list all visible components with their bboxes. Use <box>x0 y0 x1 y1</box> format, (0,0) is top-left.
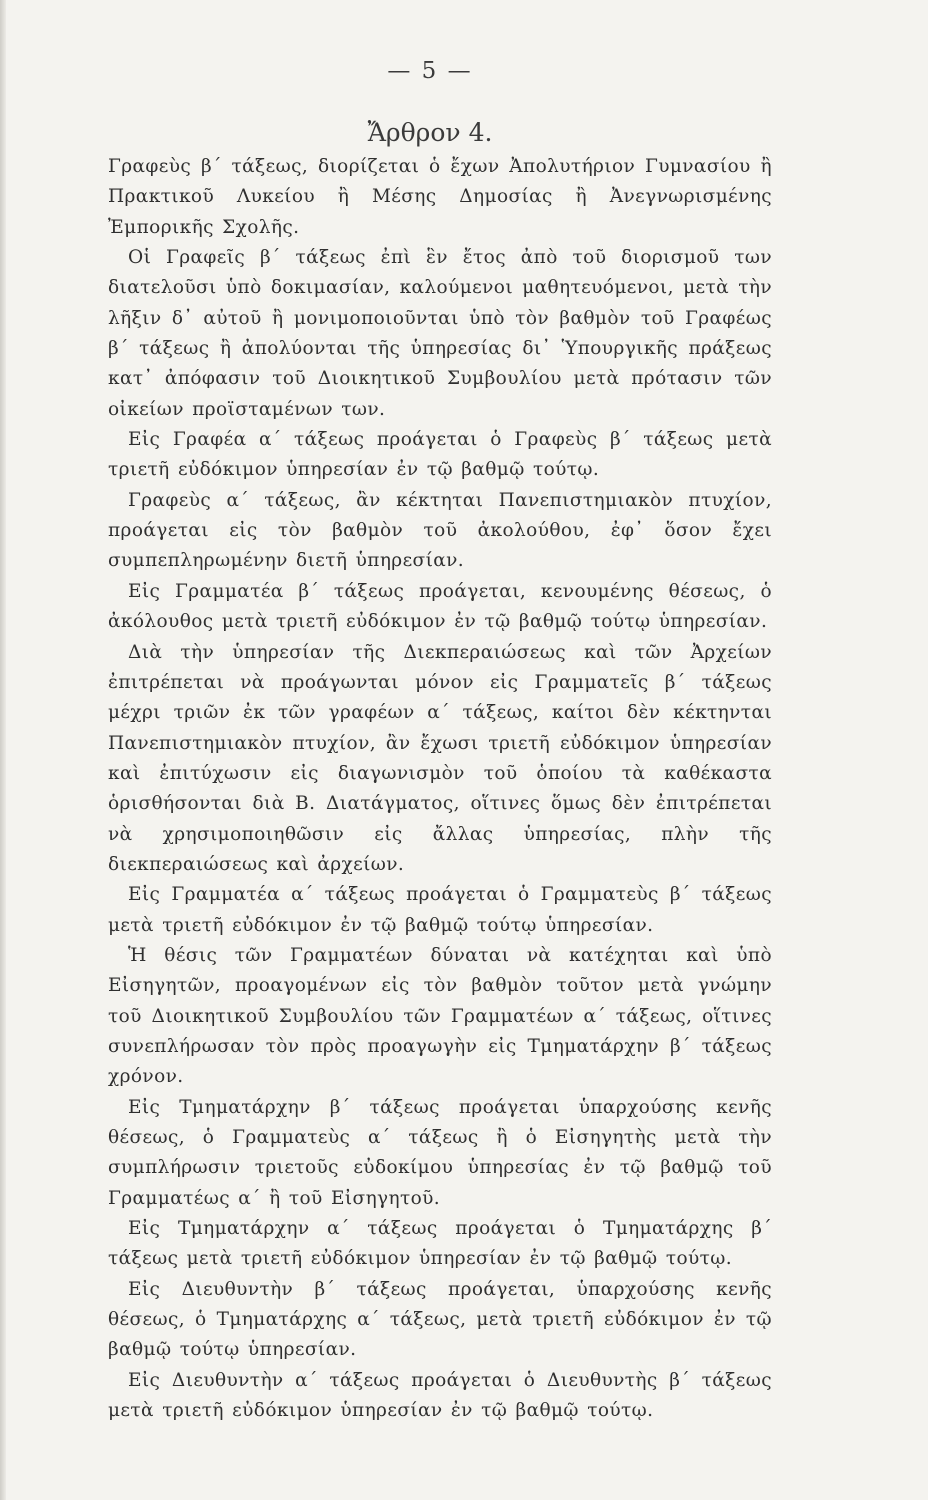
paragraph-8: Ἡ θέσις τῶν Γραμματέων δύναται νὰ κατέχηται καὶ ὑπὸ Εἰσηγητῶν, προαγομένων εἰς τὸν βαθμὸν τοῦτον μετὰ γνώμην τοῦ Διοικητικοῦ Συμβουλίου τῶν Γραμματέων α΄ τάξεως, οἵτινες συνεπλήρωσαν τὸν πρὸς προαγωγὴν εἰς Τμηματάρχην β΄ τάξεως χρόνον. <box>108 944 772 1088</box>
paragraph-12: Εἰς Διευθυντὴν α΄ τάξεως προάγεται ὁ Διευθυντὴς β΄ τάξεως μετὰ τριετῆ εὐδόκιμον ὑπηρεσίαν ἐν τῷ βαθμῷ τούτῳ. <box>108 1369 772 1422</box>
paragraph-4: Γραφεὺς α΄ τάξεως, ἂν κέκτηται Πανεπιστημιακὸν πτυχίον, προάγεται εἰς τὸν βαθμὸν τοῦ ἀκολούθου, ἐφ᾽ ὅσον ἔχει συμπεπληρωμένην διετῆ ὑπηρεσίαν. <box>108 489 772 572</box>
paragraph-1: Γραφεὺς β΄ τάξεως, διορίζεται ὁ ἔχων Ἀπολυτήριον Γυμνασίου ἢ Πρακτικοῦ Λυκείου ἢ Μέσης Δημοσίας ἢ Ἀνεγνωρισμένης Ἐμπορικῆς Σχολῆς. <box>108 156 772 238</box>
paragraph-2: Οἱ Γραφεῖς β΄ τάξεως ἐπὶ ἓν ἔτος ἀπὸ τοῦ διορισμοῦ των διατελοῦσι ὑπὸ δοκιμασίαν, καλούμενοι μαθητευόμενοι, μετὰ τὴν λῆξιν δ᾽ αὐτοῦ ἢ μονιμοποιοῦνται ὑπὸ τὸν βαθμὸν τοῦ Γραφέως β΄ τάξεως ἢ ἀπολύονται τῆς ὑπηρεσίας δι᾽ Ὑπουργικῆς πράξεως κατ᾽ ἀπόφασιν τοῦ Διοικητικοῦ Συμβουλίου μετὰ πρότασιν τῶν οἰκείων προϊσταμένων των. <box>108 247 772 420</box>
paragraph-11: Εἰς Διευθυντὴν β΄ τάξεως προάγεται, ὑπαρχούσης κενῆς θέσεως, ὁ Τμηματάρχης α΄ τάξεως, μετὰ τριετῆ εὐδόκιμον ἐν τῷ βαθμῷ τούτῳ ὑπηρεσίαν. <box>108 1278 772 1361</box>
page-edge <box>0 0 6 1500</box>
paragraph-5: Εἰς Γραμματέα β΄ τάξεως προάγεται, κενουμένης θέσεως, ὁ ἀκόλουθος μετὰ τριετῆ εὐδόκιμον ἐν τῷ βαθμῷ τούτῳ ὑπηρεσίαν. <box>108 580 772 633</box>
paragraph-7: Εἰς Γραμματέα α΄ τάξεως προάγεται ὁ Γραμματεὺς β΄ τάξεως μετὰ τριετῆ εὐδόκιμον ἐν τῷ βαθμῷ τούτῳ ὑπηρεσίαν. <box>108 884 772 936</box>
page-number: — 5 — <box>387 58 473 84</box>
paragraph-6: Διὰ τὴν ὑπηρεσίαν τῆς Διεκπεραιώσεως καὶ τῶν Ἀρχείων ἐπιτρέπεται νὰ προάγωνται μόνον εἰς Γραμματεῖς β΄ τάξεως μέχρι τριῶν ἐκ τῶν γραφέων α΄ τάξεως, καίτοι δὲν κέκτηνται Πανεπιστημιακὸν πτυχίον, ἂν ἔχωσι τριετῆ εὐδόκιμον ὑπηρεσίαν καὶ ἐπιτύχωσιν εἰς διαγωνισμὸν τοῦ ὁποίου τὰ καθέκαστα ὁρισθήσονται διὰ Β. Διατάγματος, οἵτινες ὅμως δὲν ἐπιτρέπεται νὰ χρησιμοποιηθῶσιν εἰς ἄλλας ὑπηρεσίας, πλὴν τῆς διεκπεραιώσεως καὶ ἀρχείων. <box>108 641 772 875</box>
article-title: Ἄρθρον 4. <box>367 118 493 147</box>
paragraph-10: Εἰς Τμηματάρχην α΄ τάξεως προάγεται ὁ Τμηματάρχης β΄ τάξεως μετὰ τριετῆ εὐδόκιμον ὑπηρεσίαν ἐν τῷ βαθμῷ τούτῳ. <box>108 1218 772 1270</box>
paragraph-3: Εἰς Γραφέα α΄ τάξεως προάγεται ὁ Γραφεὺς β΄ τάξεως μετὰ τριετῆ εὐδόκιμον ὑπηρεσίαν ἐν τῷ βαθμῷ τούτῳ. <box>108 429 772 481</box>
article-body <box>108 152 772 1426</box>
paragraph-9: Εἰς Τμηματάρχην β΄ τάξεως προάγεται ὑπαρχούσης κενῆς θέσεως, ὁ Γραμματεὺς α΄ τάξεως ἢ ὁ Εἰσηγητὴς μετὰ τὴν συμπλήρωσιν τριετοῦς εὐδοκίμου ὑπηρεσίας ἐν τῷ βαθμῷ τοῦ Γραμματέως α΄ ἢ τοῦ Εἰσηγητοῦ. <box>108 1096 772 1209</box>
